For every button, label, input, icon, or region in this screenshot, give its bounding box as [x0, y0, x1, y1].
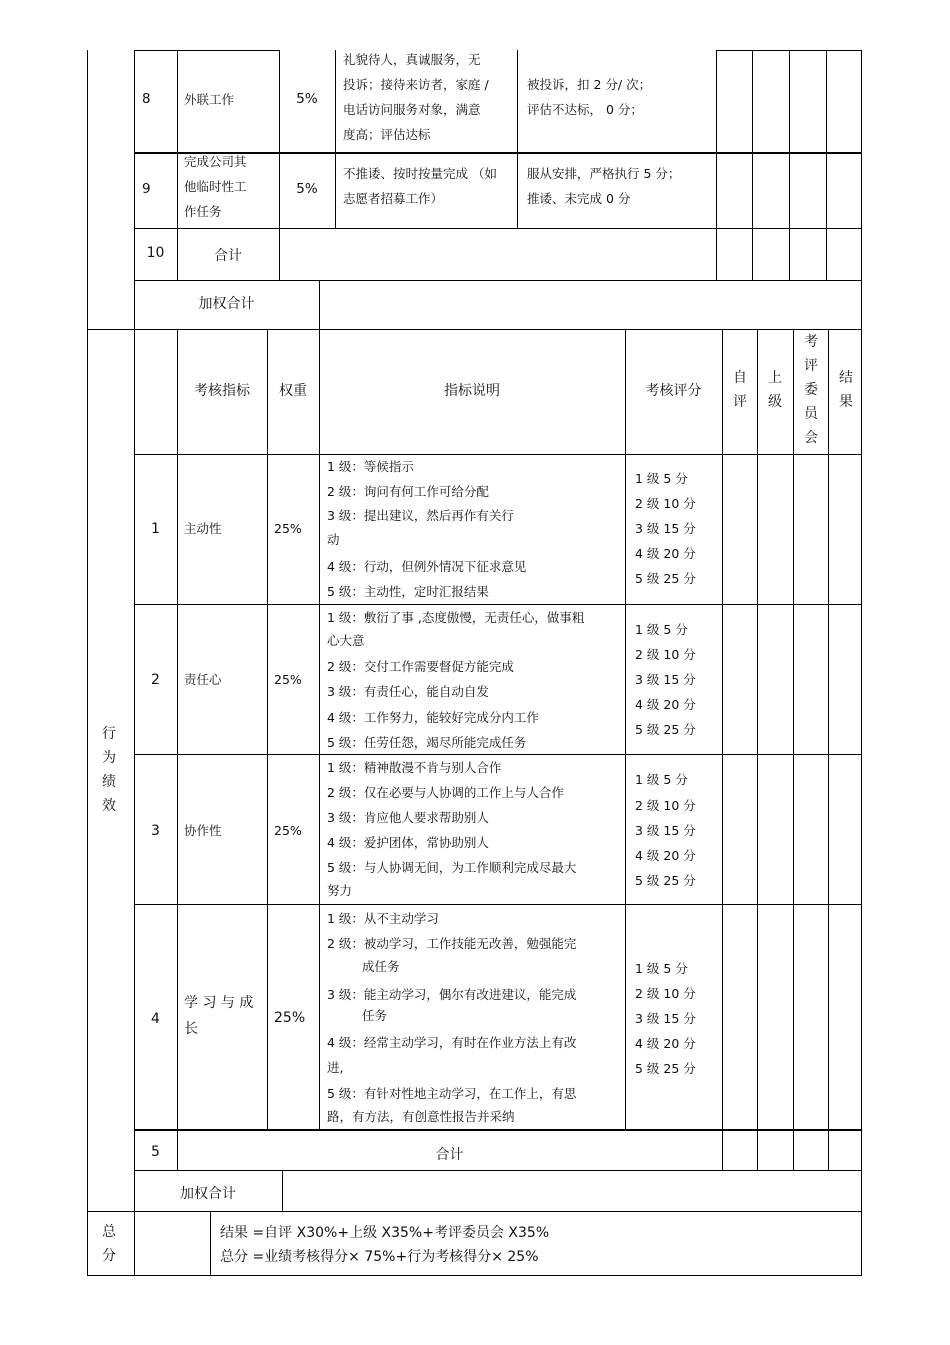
behavior-row-2-num: 2: [151, 672, 160, 688]
behavior-row-4-name: 学 习 与 成 长: [184, 995, 254, 1037]
behavior-row-3-score-3: 3 级 15 分: [635, 823, 696, 838]
row-9-score-2: 推诿、未完成 0 分: [527, 191, 631, 206]
row-9-name-1: 完成公司其: [184, 154, 247, 169]
header-char: 结: [839, 370, 853, 386]
behavior-row-4-desc-2: 2 级：被动学习，工作技能无改善，勉强能完: [327, 936, 577, 951]
header-char: 会: [804, 430, 818, 446]
behavior-row-4-desc-6: 4 级：经常主动学习，有时在作业方法上有改: [327, 1035, 577, 1050]
section-char: 绩: [102, 774, 116, 790]
behavior-row-1-desc-3: 3 级：提出建议，然后再作有关行: [327, 508, 514, 523]
summary-char: 总: [102, 1224, 116, 1240]
behavior-row-4-score-1: 1 级 5 分: [635, 961, 688, 976]
header-char: 委: [804, 382, 818, 398]
summary-formula-2: 总分 =业绩考核得分× 75%+行为考核得分× 25%: [220, 1249, 539, 1265]
header-char: 上: [768, 370, 782, 386]
row-8-weight: 5%: [296, 91, 318, 107]
behavior-row-1-desc-4: 动: [327, 532, 340, 547]
behavior-row-3-num: 3: [151, 823, 160, 839]
header-result: [837, 366, 855, 414]
behavior-row-4-desc-4: 3 级：能主动学习，偶尔有改进建议，能完成: [327, 987, 577, 1002]
header-superior: [766, 366, 784, 414]
behavior-row-4-desc-1: 1 级：从不主动学习: [327, 911, 439, 926]
row-9-num: 9: [142, 181, 151, 197]
behavior-total-label: 合计: [435, 1147, 464, 1163]
behavior-row-2-name: 责任心: [184, 672, 222, 687]
behavior-row-4-weight: 25%: [274, 1010, 306, 1026]
row-9-name-2: 他临时性工: [184, 179, 247, 194]
behavior-row-3-desc-4: 4 级：爱护团体，常协助别人: [327, 835, 489, 850]
behavior-row-3-desc-1: 1 级：精神散漫不肯与别人合作: [327, 760, 502, 775]
behavior-row-3-desc-3: 3 级：肯应他人要求帮助别人: [327, 810, 489, 825]
behavior-row-4-desc-3: 成任务: [362, 959, 400, 974]
behavior-row-4-desc-5: 任务: [362, 1008, 388, 1023]
header-char: 级: [768, 394, 782, 410]
header-desc: 指标说明: [444, 383, 500, 399]
behavior-row-2-score-5: 5 级 25 分: [635, 722, 696, 737]
section-char: 效: [102, 798, 116, 814]
behavior-weighted-label: 加权合计: [180, 1186, 236, 1202]
behavior-row-3-desc-5: 5 级：与人协调无间，为工作顺利完成尽最大: [327, 860, 577, 875]
behavior-row-3-desc-2: 2 级：仅在必要与人协调的工作上与人合作: [327, 785, 564, 800]
behavior-row-1-score-1: 1 级 5 分: [635, 471, 688, 486]
behavior-row-4-score-5: 5 级 25 分: [635, 1061, 696, 1076]
behavior-row-4-score-2: 2 级 10 分: [635, 986, 696, 1001]
behavior-row-2-desc-5: 4 级：工作努力，能较好完成分内工作: [327, 710, 539, 725]
row-9-weight: 5%: [296, 181, 318, 197]
behavior-row-2-score-4: 4 级 20 分: [635, 697, 696, 712]
header-char: 员: [804, 406, 818, 422]
behavior-row-3-desc-6: 努力: [327, 883, 353, 898]
behavior-row-3-name: 协作性: [184, 823, 222, 838]
header-char: 评: [733, 394, 747, 410]
behavior-row-4-score-4: 4 级 20 分: [635, 1036, 696, 1051]
header-score: 考核评分: [645, 383, 702, 399]
behavior-row-1-num: 1: [151, 521, 160, 537]
behavior-row-2-desc-4: 3 级：有责任心，能自动自发: [327, 684, 489, 699]
behavior-row-1-score-3: 3 级 15 分: [635, 521, 696, 536]
row-8-score-1: 被投诉，扣 2 分/ 次；: [527, 77, 652, 92]
behavior-total-num: 5: [151, 1144, 160, 1160]
behavior-row-1-desc-6: 5 级：主动性，定时汇报结果: [327, 584, 489, 599]
summary-label: [100, 1220, 118, 1268]
behavior-row-1-score-2: 2 级 10 分: [635, 496, 696, 511]
behavior-row-2-score-1: 1 级 5 分: [635, 622, 688, 637]
behavior-row-4-desc-7: 进,: [327, 1060, 344, 1075]
header-committee: [802, 330, 820, 450]
header-indicator: 考核指标: [194, 383, 250, 399]
behavior-row-2-desc-6: 5 级：任劳任怨，竭尽所能完成任务: [327, 735, 527, 750]
behavior-row-3-score-5: 5 级 25 分: [635, 873, 696, 888]
perf-total-num: 10: [146, 245, 165, 261]
behavior-row-4-desc-9: 路，有方法，有创意性报告并采纳: [327, 1109, 515, 1124]
behavior-row-2-desc-3: 2 级：交付工作需要督促方能完成: [327, 659, 514, 674]
behavior-row-2-weight: 25%: [274, 672, 302, 687]
behavior-row-1-desc-1: 1 级：等候指示: [327, 459, 414, 474]
behavior-row-3-weight: 25%: [274, 823, 302, 838]
header-char: 评: [804, 358, 818, 374]
section-behavior: [100, 722, 118, 818]
header-self: [731, 366, 749, 414]
perf-total-label: 合计: [214, 248, 242, 264]
behavior-row-1-name: 主动性: [184, 521, 222, 536]
row-9-desc-2: 志愿者招募工作）: [343, 191, 444, 206]
row-8-score-2: 评估不达标， 0 分；: [527, 102, 643, 117]
header-char: 自: [733, 370, 747, 386]
row-8-desc-2: 投诉；接待来访者，家庭 /: [343, 77, 489, 92]
behavior-row-2-desc-1: 1 级：敷衍了事 ,态度傲慢，无责任心，做事粗: [327, 610, 585, 625]
behavior-row-2-score-3: 3 级 15 分: [635, 672, 696, 687]
section-char: 行: [102, 726, 116, 742]
summary-char: 分: [102, 1248, 116, 1264]
behavior-row-2-score-2: 2 级 10 分: [635, 647, 696, 662]
row-8-desc-4: 度高；评估达标: [343, 127, 431, 142]
row-9-desc-1: 不推诿、按时按量完成 （如: [343, 166, 497, 181]
row-8-desc-3: 电话访问服务对象，满意: [343, 102, 481, 117]
summary-formula-1: 结果 =自评 X30%+上级 X35%+考评委员会 X35%: [220, 1225, 550, 1241]
behavior-row-3-score-2: 2 级 10 分: [635, 798, 696, 813]
row-8-num: 8: [142, 91, 151, 107]
row-9-score-1: 服从安排，严格执行 5 分；: [527, 166, 681, 181]
header-char: 果: [839, 394, 853, 410]
behavior-row-3-score-4: 4 级 20 分: [635, 848, 696, 863]
behavior-row-2-desc-2: 心大意: [327, 633, 365, 648]
behavior-row-4-num: 4: [151, 1011, 160, 1027]
header-weight: 权重: [279, 383, 307, 399]
behavior-row-1-score-4: 4 级 20 分: [635, 546, 696, 561]
behavior-row-1-weight: 25%: [274, 521, 302, 536]
header-char: 考: [804, 334, 818, 350]
section-char: 为: [102, 750, 116, 766]
perf-weighted-label: 加权合计: [198, 296, 255, 312]
behavior-row-1-desc-2: 2 级：询问有何工作可给分配: [327, 484, 489, 499]
behavior-row-3-score-1: 1 级 5 分: [635, 772, 688, 787]
row-9-name-3: 作任务: [184, 204, 222, 219]
behavior-row-1-desc-5: 4 级：行动，但例外情况下征求意见: [327, 559, 527, 574]
behavior-row-1-score-5: 5 级 25 分: [635, 571, 696, 586]
behavior-row-4-desc-8: 5 级：有针对性地主动学习，在工作上，有思: [327, 1086, 577, 1101]
row-8-name: 外联工作: [184, 92, 235, 107]
behavior-row-4-score-3: 3 级 15 分: [635, 1011, 696, 1026]
row-8-desc-1: 礼貌待人，真诚服务，无: [343, 52, 481, 67]
